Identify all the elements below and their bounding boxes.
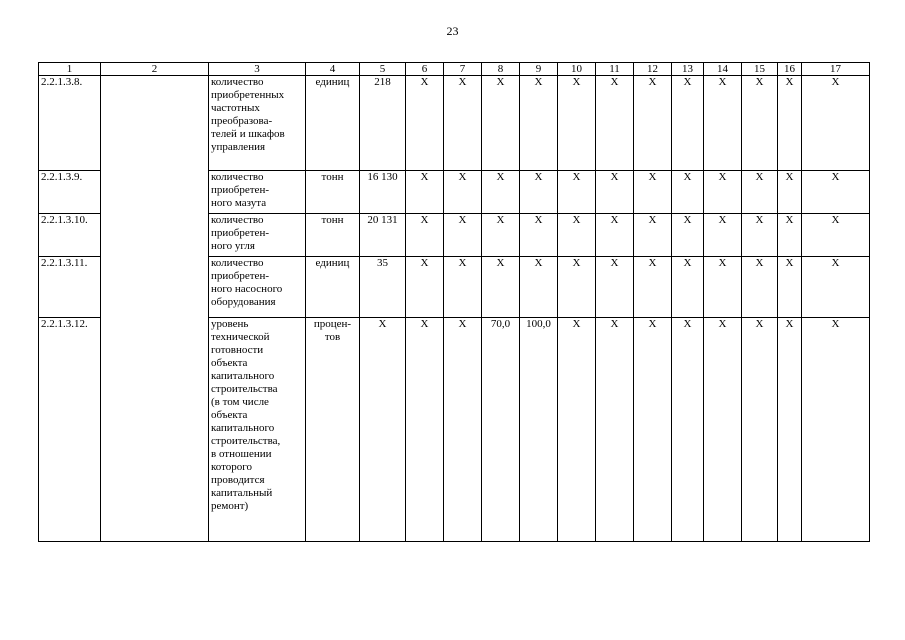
unit [306,318,360,542]
indicator-name-line: приобретен- [211,270,269,282]
row-number: 2.2.1.3.10. [39,214,101,257]
indicator-name-line: технической [211,331,270,343]
value-cell: Х [444,76,482,171]
value-cell: Х [482,257,520,318]
value-cell: Х [778,214,802,257]
indicator-name-line: преобразова- [211,115,273,127]
row-number: 2.2.1.3.8. [39,76,101,171]
value-cell: Х [406,76,444,171]
value-cell: Х [704,171,742,214]
value-cell: Х [520,257,558,318]
value-cell: Х [482,171,520,214]
indicator-name-line: готовности [211,344,264,356]
indicator-name-line: уровень [211,318,249,330]
value-cell: Х [558,318,596,542]
column-header: 2 [101,63,209,76]
unit [306,171,360,214]
value-cell: Х [704,318,742,542]
value-cell: Х [778,76,802,171]
indicator-name-line: объекта [211,357,248,369]
value-cell: Х [406,214,444,257]
value-cell: 100,0 [520,318,558,542]
value-cell: Х [482,76,520,171]
value-cell: Х [704,76,742,171]
column-header: 9 [520,63,558,76]
indicator-name-line: которого [211,461,253,473]
column-header: 12 [634,63,672,76]
value-cell: 20 131 [360,214,406,257]
row-number: 2.2.1.3.9. [39,171,101,214]
value-cell: Х [520,171,558,214]
value-cell: Х [802,171,870,214]
value-cell: 70,0 [482,318,520,542]
value-cell: Х [406,257,444,318]
indicator-name-line: оборудования [211,296,276,308]
table-row [39,76,870,171]
indicator-name-line: ремонт) [211,500,249,512]
value-cell: 35 [360,257,406,318]
column-header: 7 [444,63,482,76]
indicator-name-line: строительства, [211,435,281,447]
value-cell: Х [558,257,596,318]
value-cell: Х [634,257,672,318]
row-number: 2.2.1.3.12. [39,318,101,542]
value-cell: 218 [360,76,406,171]
value-cell: Х [634,214,672,257]
value-cell: Х [672,257,704,318]
indicators-table [38,62,870,542]
column-header: 3 [209,63,306,76]
column-header: 8 [482,63,520,76]
value-cell: Х [520,214,558,257]
value-cell: Х [558,76,596,171]
value-cell: Х [444,257,482,318]
indicator-name-line: ного мазута [211,197,267,209]
indicator-name-line: количество [211,171,264,183]
indicator-name-line: приобретен- [211,184,269,196]
indicator-name [209,76,306,171]
indicator-name-line: телей и шкафов [211,128,285,140]
value-cell: Х [778,171,802,214]
indicator-name [209,318,306,542]
column-header: 4 [306,63,360,76]
indicator-name-line: объекта [211,409,248,421]
value-cell: Х [596,214,634,257]
indicator-name-line: приобретенных [211,89,285,101]
unit-line: единиц [315,76,350,88]
value-cell: Х [672,318,704,542]
column-header: 16 [778,63,802,76]
value-cell: Х [742,171,778,214]
indicator-name-line: ного насосного [211,283,283,295]
value-cell: Х [482,214,520,257]
indicator-name-line: количество [211,257,264,269]
value-cell: Х [802,257,870,318]
page-number: 23 [446,24,459,38]
value-cell: Х [672,76,704,171]
indicator-name [209,214,306,257]
value-cell: Х [742,257,778,318]
column-header: 5 [360,63,406,76]
column-header: 15 [742,63,778,76]
unit [306,257,360,318]
indicator-name-line: проводится [211,474,265,486]
indicator-name-line: (в том числе [211,396,269,408]
column-header: 17 [802,63,870,76]
indicator-name [209,171,306,214]
unit-line: процен- [313,318,352,330]
column-header: 1 [39,63,101,76]
unit-line: единиц [315,257,350,269]
column-2-merged-cell [101,76,209,542]
value-cell: Х [406,318,444,542]
value-cell: Х [802,318,870,542]
value-cell: Х [596,318,634,542]
value-cell: Х [672,171,704,214]
indicator-name-line: строительства [211,383,278,395]
indicator-name [209,257,306,318]
indicator-name-line: ного угля [211,240,255,252]
value-cell: Х [802,76,870,171]
value-cell: Х [558,171,596,214]
value-cell: Х [406,171,444,214]
row-number: 2.2.1.3.11. [39,257,101,318]
indicator-name-line: в отношении [211,448,272,460]
column-header: 11 [596,63,634,76]
value-cell: Х [634,76,672,171]
value-cell: Х [704,257,742,318]
table-header-row [39,63,870,76]
value-cell: Х [634,318,672,542]
column-header: 10 [558,63,596,76]
indicator-name-line: количество [211,76,264,88]
value-cell: Х [778,257,802,318]
indicator-name-line: количество [211,214,264,226]
value-cell: Х [596,76,634,171]
column-header: 14 [704,63,742,76]
value-cell: Х [742,76,778,171]
unit-line: тов [324,331,341,343]
value-cell: Х [742,318,778,542]
value-cell: Х [778,318,802,542]
value-cell: Х [596,257,634,318]
unit-line: тонн [321,171,344,183]
value-cell: Х [444,171,482,214]
value-cell: Х [672,214,704,257]
column-header: 13 [672,63,704,76]
indicator-name-line: управления [211,141,266,153]
indicator-name-line: частотных [211,102,260,114]
value-cell: Х [634,171,672,214]
value-cell: Х [444,318,482,542]
value-cell: Х [520,76,558,171]
value-cell: Х [558,214,596,257]
unit [306,214,360,257]
value-cell: Х [596,171,634,214]
value-cell: Х [802,214,870,257]
value-cell: Х [444,214,482,257]
column-header: 6 [406,63,444,76]
value-cell: Х [360,318,406,542]
indicator-name-line: капитальный [211,487,273,499]
unit-line: тонн [321,214,344,226]
value-cell: Х [742,214,778,257]
indicator-name-line: капитального [211,370,275,382]
value-cell: 16 130 [360,171,406,214]
indicator-name-line: приобретен- [211,227,269,239]
indicator-name-line: капитального [211,422,275,434]
value-cell: Х [704,214,742,257]
unit [306,76,360,171]
